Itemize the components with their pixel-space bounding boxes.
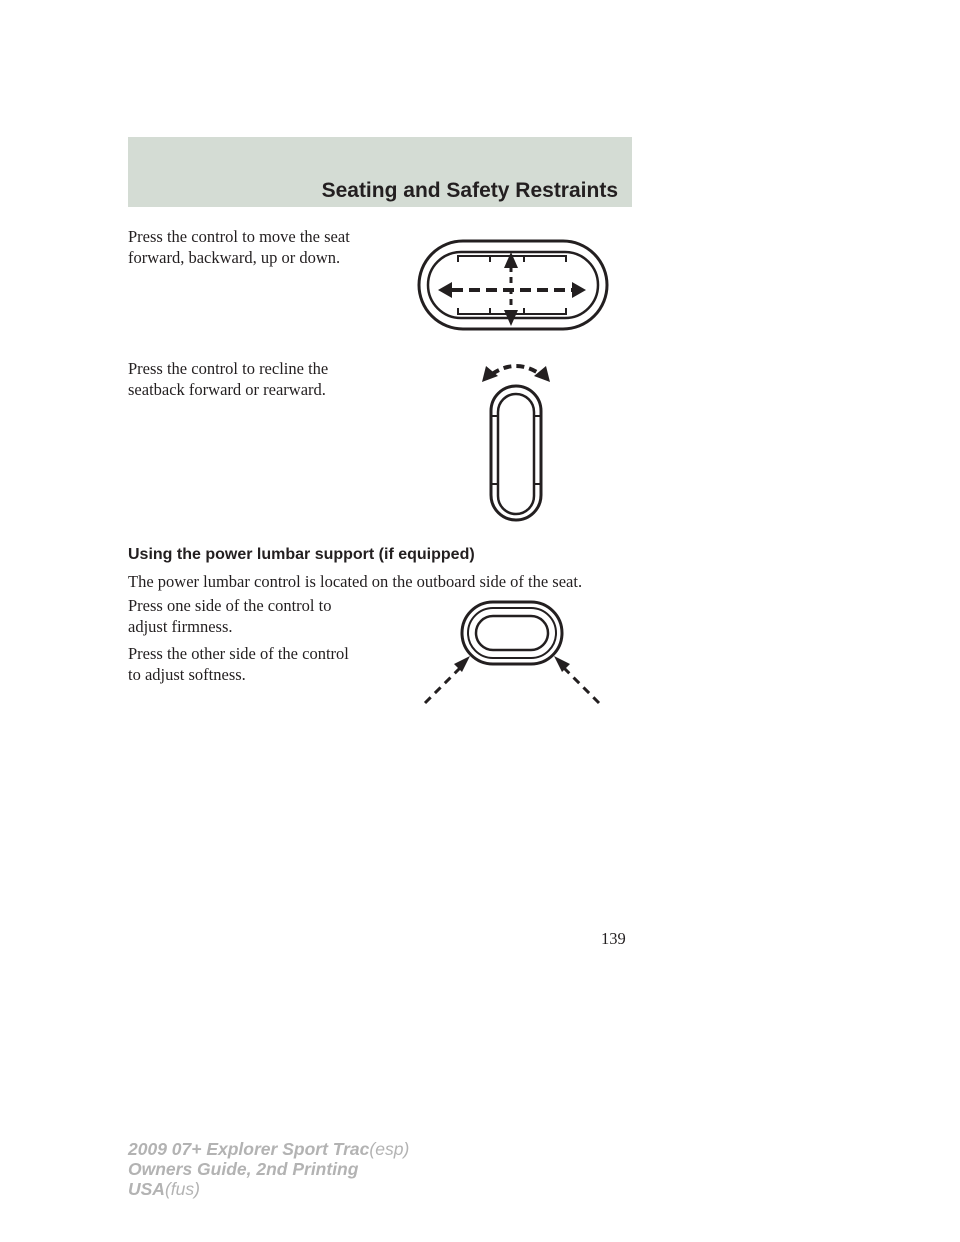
lumbar-section-heading: Using the power lumbar support (if equipped) <box>128 546 475 563</box>
lumbar-support-control-icon <box>418 600 606 710</box>
text-line: seatback forward or rearward. <box>128 380 326 399</box>
footer-line <box>128 1179 409 1199</box>
text-line: adjust firmness. <box>128 617 233 636</box>
text-line: Press the other side of the control <box>128 644 349 663</box>
footer-market: USA <box>128 1179 165 1199</box>
text-line: to adjust softness. <box>128 665 246 684</box>
text-line: Press one side of the control to <box>128 596 332 615</box>
seatback-recline-control-icon <box>474 356 558 526</box>
recline-control-paragraph <box>128 358 328 400</box>
footer-code: (esp) <box>369 1139 410 1159</box>
text-line: forward, backward, up or down. <box>128 248 341 267</box>
section-header <box>128 137 632 207</box>
page-number: 139 <box>601 929 626 948</box>
seat-control-paragraph <box>128 226 350 268</box>
footer-edition: Owners Guide, 2nd Printing <box>128 1159 359 1179</box>
footer-line <box>128 1139 409 1159</box>
footer-code: (fus) <box>164 1179 200 1199</box>
text-line: Press the control to recline the <box>128 359 329 378</box>
lumbar-location-paragraph: The power lumbar control is located on the outboard side of the seat. <box>128 572 583 591</box>
seat-position-control-icon <box>416 236 612 336</box>
footer-model: 2009 07+ Explorer Sport Trac <box>128 1139 370 1159</box>
print-footer <box>128 1139 409 1199</box>
text-line: Press the control to move the seat <box>128 227 350 246</box>
softness-paragraph <box>128 643 349 685</box>
section-title: Seating and Safety Restraints <box>321 179 618 202</box>
firmness-paragraph <box>128 595 331 637</box>
